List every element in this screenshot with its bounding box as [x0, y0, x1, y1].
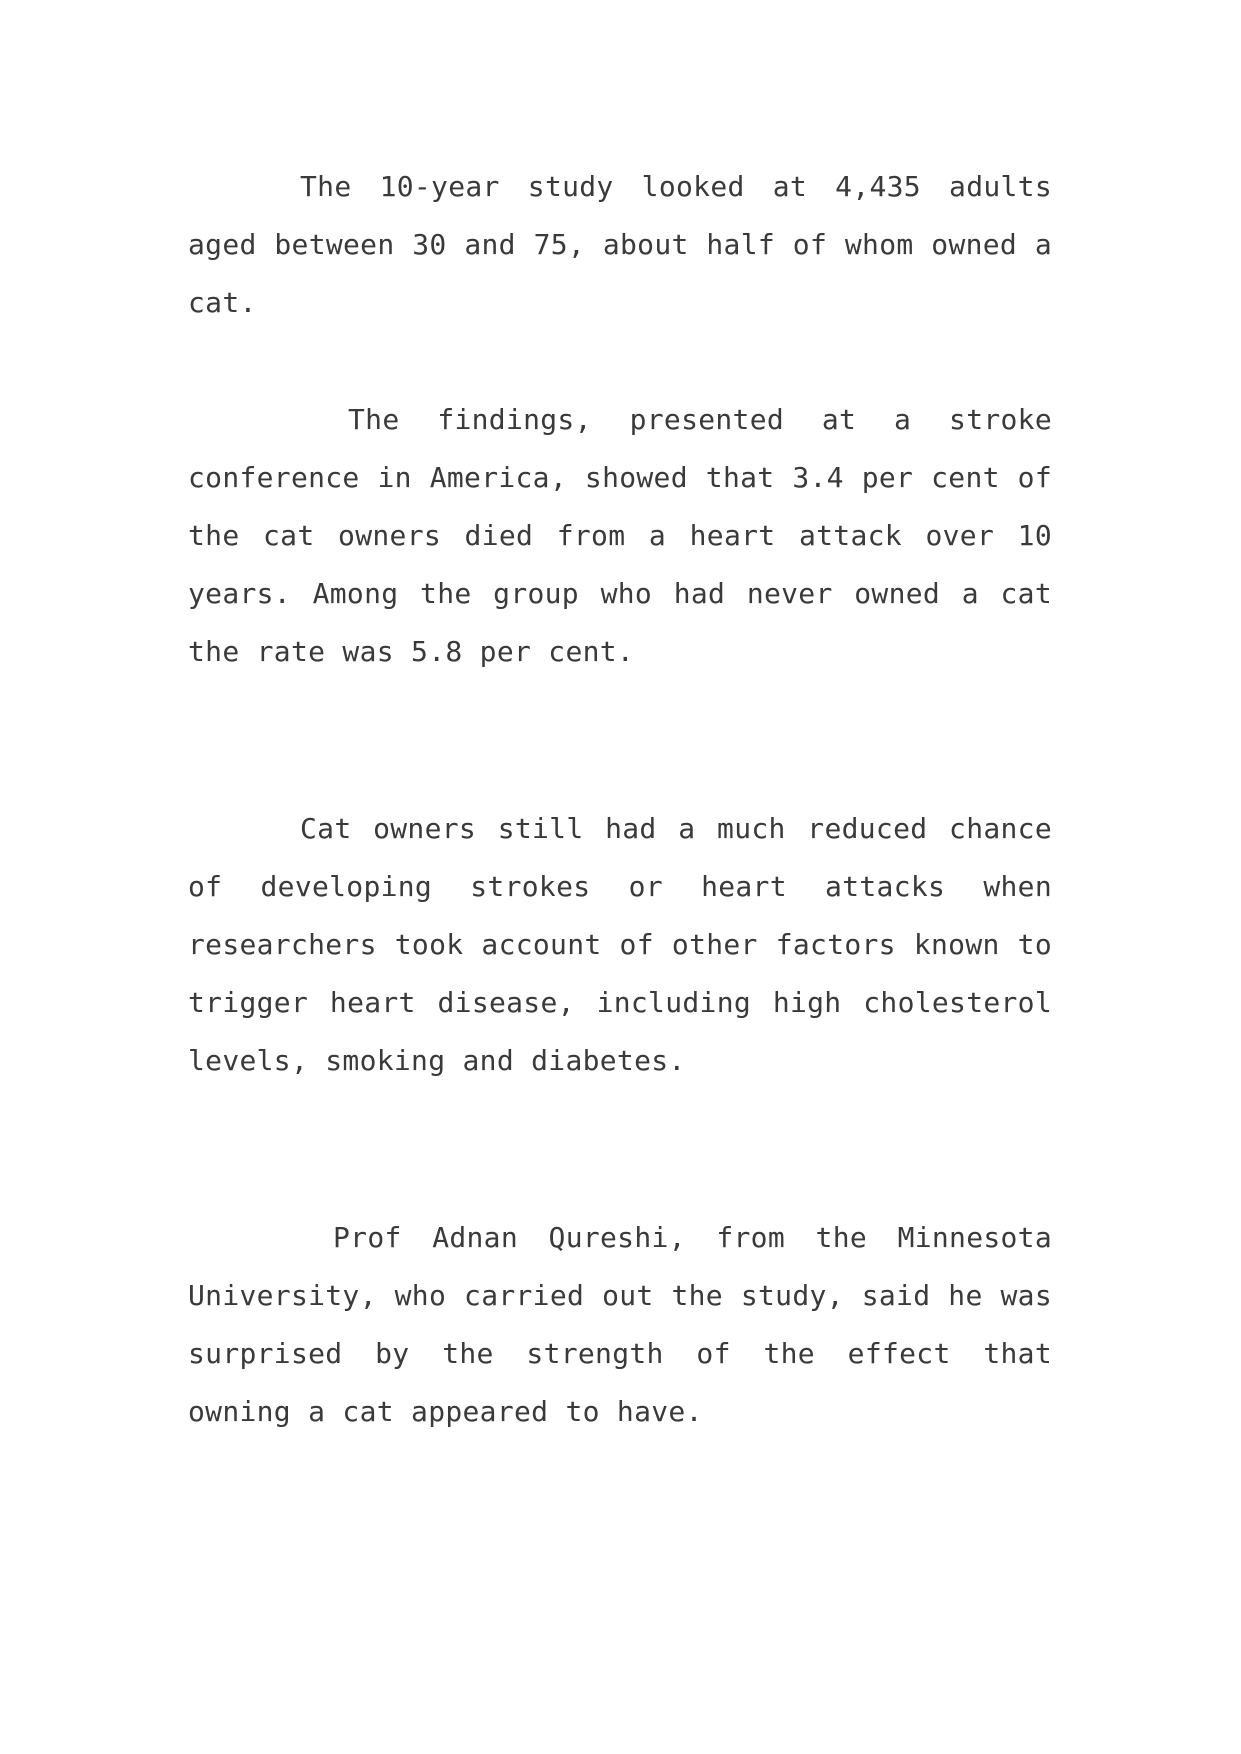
paragraph-findings: The findings, presented at a stroke conference in America, showed that 3.4 per cent of the cat owners died from a heart attack over 10 years. Among the group who had never owned a cat the rate was 5.8 per cent. — [188, 403, 1052, 668]
paragraph-risk-factors: Cat owners still had a much reduced chance of developing strokes or heart attacks when researchers took account of other factors known to trigger heart disease, including high cholesterol levels, smoking and diabetes. — [188, 812, 1052, 1077]
paragraph-study-overview: The 10-year study looked at 4,435 adults aged between 30 and 75, about half of whom owned a cat. — [188, 170, 1052, 319]
paragraph-researcher-quote: Prof Adnan Qureshi, from the Minnesota University, who carried out the study, said he was surprised by the strength of the effect that owning a cat appeared to have. — [188, 1221, 1052, 1428]
